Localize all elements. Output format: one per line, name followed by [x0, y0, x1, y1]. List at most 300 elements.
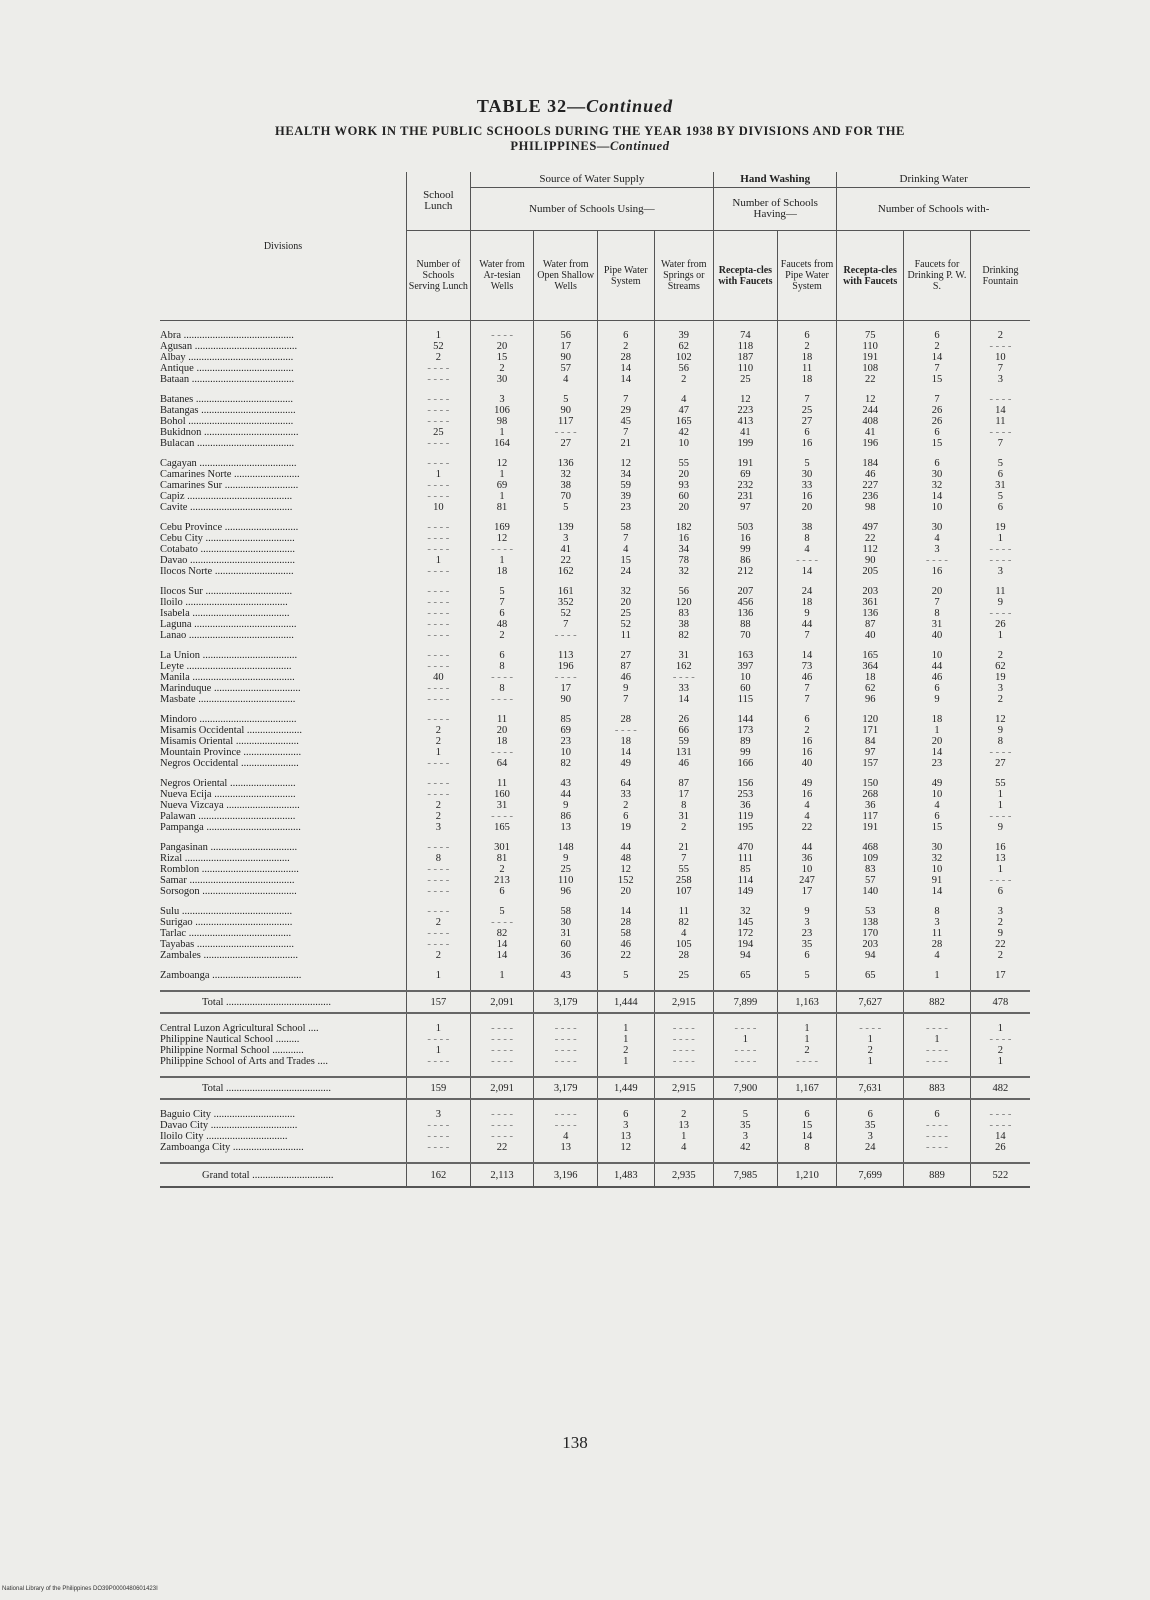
- spacer-cell: [654, 321, 714, 331]
- division-name: Philippine Nautical School .........: [160, 1034, 300, 1045]
- table-cell: 169: [470, 522, 534, 533]
- table-cell: 38: [777, 522, 837, 533]
- spacer-cell: [160, 833, 407, 842]
- table-cell: 31: [970, 480, 1030, 491]
- table-cell: 162: [654, 661, 714, 672]
- table-cell: - - - -: [407, 522, 471, 533]
- table-cell: 46: [598, 939, 654, 950]
- table-cell: 18: [904, 714, 971, 725]
- table-cell: 14: [777, 650, 837, 661]
- table-cell: 1,483: [598, 1163, 654, 1187]
- table-cell: 2,915: [654, 991, 714, 1013]
- spacer-cell: [598, 321, 654, 331]
- table-cell: 301: [470, 842, 534, 853]
- table-cell: - - - -: [407, 374, 471, 385]
- spacer-cell: [534, 769, 598, 778]
- table-cell: 44: [598, 842, 654, 853]
- table-cell: 4: [777, 811, 837, 822]
- table-cell: 14: [904, 491, 971, 502]
- table-cell: 62: [970, 661, 1030, 672]
- table-cell: - - - -: [598, 725, 654, 736]
- table-cell: 3,179: [534, 991, 598, 1013]
- table-cell: 478: [970, 991, 1030, 1013]
- table-cell: 15: [904, 438, 971, 449]
- spacer-cell: [714, 449, 778, 458]
- spacer-cell: [837, 513, 904, 522]
- table-row: [160, 586, 1030, 597]
- table-cell: - - - -: [904, 1120, 971, 1131]
- spacer-cell: [904, 577, 971, 586]
- table-cell: 99: [714, 544, 778, 555]
- spacer-cell: [777, 641, 837, 650]
- table-cell: 23: [598, 502, 654, 513]
- table-cell: 4: [654, 1142, 714, 1153]
- table-cell: 27: [534, 438, 598, 449]
- spacer-cell: [407, 385, 471, 394]
- table-cell: 15: [904, 374, 971, 385]
- table-cell: 112: [837, 544, 904, 555]
- table-cell: 25: [598, 608, 654, 619]
- table-cell: 87: [598, 661, 654, 672]
- table-cell: 6: [777, 714, 837, 725]
- table-cell: - - - -: [904, 1131, 971, 1142]
- table-cell: - - - -: [407, 650, 471, 661]
- table-cell: 6: [598, 1109, 654, 1120]
- table-cell: 236: [837, 491, 904, 502]
- division-name: Camarines Norte .........................: [160, 469, 300, 480]
- table-cell: 6: [777, 427, 837, 438]
- table-cell: 32: [714, 906, 778, 917]
- table-cell: 35: [777, 939, 837, 950]
- table-cell: 156: [714, 778, 778, 789]
- table-cell: - - - -: [970, 544, 1030, 555]
- table-cell: 184: [837, 458, 904, 469]
- table-cell: 14: [904, 352, 971, 363]
- table-cell: - - - -: [534, 1034, 598, 1045]
- table-cell: 9: [970, 928, 1030, 939]
- table-cell: 16: [904, 566, 971, 577]
- table-cell: 205: [837, 566, 904, 577]
- table-cell: 8: [470, 683, 534, 694]
- table-cell: 30: [777, 469, 837, 480]
- table-row: [160, 650, 1030, 661]
- spacer-cell: [598, 641, 654, 650]
- table-cell: 28: [598, 917, 654, 928]
- table-cell: - - - -: [534, 1120, 598, 1131]
- table-cell: 5: [470, 906, 534, 917]
- table-cell: 15: [777, 1120, 837, 1131]
- table-cell: 3: [598, 1120, 654, 1131]
- table-cell: 24: [777, 586, 837, 597]
- division-name: Antique .....................................: [160, 363, 294, 374]
- division-name: Zamboanga City ...........................: [160, 1142, 304, 1153]
- division-name: Isabela .....................................: [160, 608, 290, 619]
- table-row: [160, 1109, 1030, 1120]
- table-cell: 4: [777, 544, 837, 555]
- table-cell: 36: [837, 800, 904, 811]
- spacer-cell: [837, 981, 904, 991]
- spacer-cell: [598, 1013, 654, 1023]
- division-name: Total ........................................: [160, 991, 407, 1013]
- table-cell: 88: [714, 619, 778, 630]
- table-cell: 57: [837, 875, 904, 886]
- table-cell: 14: [598, 363, 654, 374]
- table-cell: 1,167: [777, 1077, 837, 1099]
- table-cell: - - - -: [407, 491, 471, 502]
- spacer-cell: [714, 321, 778, 331]
- table-cell: - - - -: [970, 875, 1030, 886]
- table-cell: - - - -: [470, 1109, 534, 1120]
- table-cell: 8: [777, 1142, 837, 1153]
- table-cell: 69: [714, 469, 778, 480]
- table-cell: - - - -: [837, 1023, 904, 1034]
- table-cell: 69: [470, 480, 534, 491]
- spacer-cell: [970, 981, 1030, 991]
- table-cell: 44: [534, 789, 598, 800]
- spacer-cell: [598, 961, 654, 970]
- table-cell: 44: [777, 619, 837, 630]
- table-cell: 7,985: [714, 1163, 778, 1187]
- table-cell: 14: [598, 747, 654, 758]
- table-cell: 194: [714, 939, 778, 950]
- table-cell: - - - -: [407, 586, 471, 597]
- spacer-cell: [470, 321, 534, 331]
- table-cell: 352: [534, 597, 598, 608]
- table-cell: - - - -: [470, 330, 534, 341]
- table-cell: 15: [598, 555, 654, 566]
- table-cell: 9: [777, 608, 837, 619]
- table-cell: 17: [970, 970, 1030, 981]
- spacer-cell: [904, 641, 971, 650]
- spacer-cell: [904, 897, 971, 906]
- spacer-cell: [598, 577, 654, 586]
- table-cell: 3,196: [534, 1163, 598, 1187]
- col-dw-faucets-pws: Faucets for Drinking P. W. S.: [904, 231, 971, 321]
- spacer-cell: [534, 833, 598, 842]
- table-cell: 149: [714, 886, 778, 897]
- spacer-cell: [904, 705, 971, 714]
- table-cell: - - - -: [407, 416, 471, 427]
- table-cell: 58: [598, 928, 654, 939]
- table-row: [160, 608, 1030, 619]
- spacer-cell: [714, 513, 778, 522]
- table-cell: 3: [970, 374, 1030, 385]
- table-cell: - - - -: [407, 394, 471, 405]
- table-cell: - - - -: [407, 1142, 471, 1153]
- table-row: [160, 758, 1030, 769]
- table-row: [160, 672, 1030, 683]
- table-cell: 148: [534, 842, 598, 853]
- table-cell: 3: [970, 683, 1030, 694]
- spacer-cell: [470, 961, 534, 970]
- table-cell: 2: [837, 1045, 904, 1056]
- table-cell: 2: [407, 950, 471, 961]
- table-cell: 7: [970, 438, 1030, 449]
- table-cell: 18: [598, 736, 654, 747]
- spacer-cell: [470, 981, 534, 991]
- table-cell: 223: [714, 405, 778, 416]
- col-schools-serving-lunch: Number of Schools Serving Lunch: [407, 231, 471, 321]
- table-cell: 170: [837, 928, 904, 939]
- spacer-cell: [407, 513, 471, 522]
- row-spacer: [160, 1067, 1030, 1077]
- table-cell: - - - -: [654, 1023, 714, 1034]
- table-cell: 22: [837, 533, 904, 544]
- table-cell: 413: [714, 416, 778, 427]
- spacer-cell: [970, 1099, 1030, 1109]
- table-cell: 115: [714, 694, 778, 705]
- table-cell: 1: [777, 1034, 837, 1045]
- spacer-cell: [470, 769, 534, 778]
- table-cell: 89: [714, 736, 778, 747]
- table-cell: 75: [837, 330, 904, 341]
- table-cell: 2,091: [470, 991, 534, 1013]
- table-cell: 26: [904, 416, 971, 427]
- table-cell: - - - -: [970, 1034, 1030, 1045]
- spacer-cell: [837, 321, 904, 331]
- spacer-cell: [714, 641, 778, 650]
- table-cell: 17: [534, 683, 598, 694]
- table-cell: 94: [714, 950, 778, 961]
- table-cell: 244: [837, 405, 904, 416]
- table-row: [160, 363, 1030, 374]
- table-cell: - - - -: [407, 778, 471, 789]
- table-cell: 32: [654, 566, 714, 577]
- table-row: [160, 939, 1030, 950]
- table-cell: 1: [407, 330, 471, 341]
- col-hw-receptacles: Recepta-cles with Faucets: [714, 231, 778, 321]
- table-cell: 19: [970, 522, 1030, 533]
- table-cell: 1: [714, 1034, 778, 1045]
- table-cell: - - - -: [470, 917, 534, 928]
- division-name: Negros Oriental .........................: [160, 778, 296, 789]
- table-cell: 247: [777, 875, 837, 886]
- health-work-table: [160, 172, 1030, 1188]
- table-cell: 14: [777, 566, 837, 577]
- table-cell: 23: [904, 758, 971, 769]
- table-cell: 48: [470, 619, 534, 630]
- total-row: [160, 1077, 1030, 1099]
- table-cell: 119: [714, 811, 778, 822]
- table-cell: 1: [470, 555, 534, 566]
- spacer-cell: [598, 769, 654, 778]
- table-row: [160, 683, 1030, 694]
- table-cell: 5: [970, 458, 1030, 469]
- spacer-cell: [160, 449, 407, 458]
- table-cell: 1: [837, 1034, 904, 1045]
- table-header: [160, 172, 1030, 321]
- table-cell: 32: [534, 469, 598, 480]
- row-spacer: [160, 321, 1030, 331]
- table-cell: 114: [714, 875, 778, 886]
- spacer-cell: [837, 449, 904, 458]
- table-cell: 1: [904, 970, 971, 981]
- table-cell: 42: [714, 1142, 778, 1153]
- table-cell: 83: [837, 864, 904, 875]
- spacer-cell: [534, 641, 598, 650]
- table-cell: - - - -: [407, 533, 471, 544]
- spacer-cell: [970, 1013, 1030, 1023]
- table-row: [160, 502, 1030, 513]
- spacer-cell: [534, 961, 598, 970]
- spacer-cell: [654, 1067, 714, 1077]
- table-cell: 3: [407, 1109, 471, 1120]
- table-cell: 161: [534, 586, 598, 597]
- table-cell: 1: [598, 1023, 654, 1034]
- table-cell: 5: [534, 502, 598, 513]
- table-cell: - - - -: [470, 1023, 534, 1034]
- table-cell: 2: [970, 1045, 1030, 1056]
- spacer-cell: [714, 769, 778, 778]
- spacer-cell: [407, 1099, 471, 1109]
- spacer-cell: [777, 833, 837, 842]
- table-row: [160, 661, 1030, 672]
- table-cell: 16: [777, 438, 837, 449]
- table-cell: 172: [714, 928, 778, 939]
- spacer-cell: [407, 833, 471, 842]
- row-spacer: [160, 769, 1030, 778]
- table-cell: 30: [534, 917, 598, 928]
- table-cell: 14: [470, 950, 534, 961]
- table-cell: 2: [598, 1045, 654, 1056]
- table-cell: 1: [970, 1023, 1030, 1034]
- table-cell: 40: [837, 630, 904, 641]
- table-cell: 7,631: [837, 1077, 904, 1099]
- table-cell: 8: [777, 533, 837, 544]
- table-cell: 96: [837, 694, 904, 705]
- table-cell: 1,210: [777, 1163, 837, 1187]
- table-cell: 52: [407, 341, 471, 352]
- table-cell: 57: [534, 363, 598, 374]
- spacer-cell: [654, 577, 714, 586]
- table-cell: 7: [534, 619, 598, 630]
- table-cell: 10: [970, 352, 1030, 363]
- table-cell: 5: [777, 458, 837, 469]
- col-hw-faucets-pipe: Faucets from Pipe Water System: [777, 231, 837, 321]
- table-cell: 16: [777, 789, 837, 800]
- table-cell: - - - -: [407, 438, 471, 449]
- division-name: Abra ..........................................: [160, 330, 294, 341]
- table-cell: 1: [407, 747, 471, 758]
- table-cell: 408: [837, 416, 904, 427]
- spacer-cell: [598, 981, 654, 991]
- table-cell: 17: [534, 341, 598, 352]
- table-cell: 232: [714, 480, 778, 491]
- table-row: [160, 842, 1030, 853]
- table-cell: 36: [714, 800, 778, 811]
- table-cell: 62: [837, 683, 904, 694]
- table-cell: - - - -: [407, 875, 471, 886]
- table-cell: - - - -: [970, 427, 1030, 438]
- division-name: Tayabas .....................................: [160, 939, 294, 950]
- table-cell: 12: [970, 714, 1030, 725]
- table-cell: 1,449: [598, 1077, 654, 1099]
- table-cell: 882: [904, 991, 971, 1013]
- table-cell: 199: [714, 438, 778, 449]
- spacer-cell: [407, 897, 471, 906]
- table-cell: 22: [970, 939, 1030, 950]
- table-cell: - - - -: [470, 694, 534, 705]
- table-cell: - - - -: [970, 555, 1030, 566]
- table-cell: 56: [654, 586, 714, 597]
- table-cell: 31: [904, 619, 971, 630]
- division-name: Bataan .......................................: [160, 374, 295, 385]
- table-cell: 94: [837, 950, 904, 961]
- table-cell: 2: [470, 864, 534, 875]
- table-cell: 7: [904, 394, 971, 405]
- table-cell: 6: [598, 811, 654, 822]
- grand-total-row: [160, 1163, 1030, 1187]
- table-cell: 32: [904, 480, 971, 491]
- table-cell: 166: [714, 758, 778, 769]
- spacer-cell: [534, 981, 598, 991]
- table-cell: 84: [837, 736, 904, 747]
- table-cell: - - - -: [777, 555, 837, 566]
- table-cell: - - - -: [970, 1109, 1030, 1120]
- table-cell: 16: [654, 533, 714, 544]
- table-cell: 195: [714, 822, 778, 833]
- table-cell: 10: [904, 789, 971, 800]
- table-cell: 52: [598, 619, 654, 630]
- division-name: Albay ........................................: [160, 352, 294, 363]
- spacer-cell: [904, 1067, 971, 1077]
- table-cell: 3: [904, 917, 971, 928]
- table-cell: 5: [470, 586, 534, 597]
- table-cell: 39: [598, 491, 654, 502]
- table-cell: 231: [714, 491, 778, 502]
- table-row: [160, 330, 1030, 341]
- spacer-cell: [160, 981, 407, 991]
- table-cell: 30: [904, 469, 971, 480]
- table-cell: 470: [714, 842, 778, 853]
- division-name: Bukidnon ....................................: [160, 427, 299, 438]
- table-cell: 7: [598, 533, 654, 544]
- table-row: [160, 736, 1030, 747]
- spacer-cell: [160, 769, 407, 778]
- table-cell: 28: [654, 950, 714, 961]
- table-cell: 1: [777, 1023, 837, 1034]
- table-cell: 18: [470, 736, 534, 747]
- table-cell: 14: [470, 939, 534, 950]
- spacer-cell: [904, 449, 971, 458]
- table-cell: 397: [714, 661, 778, 672]
- spacer-cell: [470, 1153, 534, 1163]
- spacer-cell: [904, 981, 971, 991]
- table-cell: 33: [777, 480, 837, 491]
- table-cell: 1: [970, 533, 1030, 544]
- spacer-cell: [714, 577, 778, 586]
- table-cell: 82: [654, 917, 714, 928]
- table-cell: 2: [970, 650, 1030, 661]
- table-cell: 145: [714, 917, 778, 928]
- table-cell: 7: [598, 427, 654, 438]
- spacer-cell: [837, 1013, 904, 1023]
- table-row: [160, 1023, 1030, 1034]
- table-cell: 118: [714, 341, 778, 352]
- table-subtitle: HEALTH WORK IN THE PUBLIC SCHOOLS DURING THE YEAR 1938 BY DIVISIONS AND FOR THE PHILIPPINES—Continued: [275, 124, 905, 153]
- table-cell: 14: [970, 405, 1030, 416]
- table-cell: 3: [837, 1131, 904, 1142]
- table-cell: 8: [970, 736, 1030, 747]
- table-cell: 2: [777, 341, 837, 352]
- table-cell: 69: [534, 725, 598, 736]
- table-row: [160, 694, 1030, 705]
- table-row: [160, 469, 1030, 480]
- table-cell: 11: [598, 630, 654, 641]
- spacer-cell: [970, 833, 1030, 842]
- table-cell: 15: [904, 822, 971, 833]
- subgroup-number-with: Number of Schools with-: [837, 188, 1030, 231]
